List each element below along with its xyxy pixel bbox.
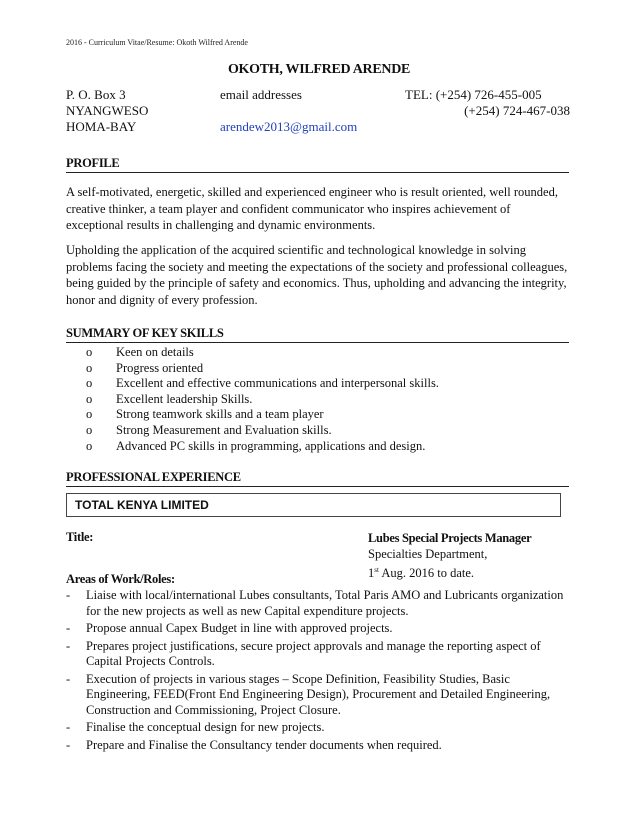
email-block <box>220 87 357 135</box>
tel-label: TEL: <box>405 87 433 102</box>
list-item: o Excellent and effective communications and interpersonal skills. <box>86 376 439 391</box>
address-line: HOMA-BAY <box>66 119 137 134</box>
company-box: TOTAL KENYA LIMITED <box>66 493 561 517</box>
job-details <box>368 530 531 581</box>
email-link[interactable]: arendew2013@gmail.com <box>220 119 358 134</box>
list-item: - Prepare and Finalise the Consultancy tender documents when required. <box>66 737 442 752</box>
postal-address <box>66 87 148 135</box>
list-item: - Liaise with local/international Lubes consultants, Total Paris AMO and Lubricants organization for the new projects as well as new Capital expenditure projects. <box>66 588 564 618</box>
list-item: - Propose annual Capex Budget in line with approved projects. <box>66 621 393 635</box>
list-item: o Strong Measurement and Evaluation skills. <box>86 422 332 437</box>
list-item: o Excellent leadership Skills. <box>86 391 253 406</box>
skills-heading: SUMMARY OF KEY SKILLS <box>66 326 569 343</box>
employment-date: 1st Aug. 2016 to date. <box>368 566 475 581</box>
profile-paragraph: Upholding the application of the acquired scientific and technological knowledge in solving problems facing the society and meeting the expectations of the society and professional colleagues, being guided by the principle of safety and economics. Thus, upholding and advancing the integrity, honor and dignity of every profession. <box>66 243 568 307</box>
profile-paragraph: A self-motivated, energetic, skilled and experienced engineer who is result oriented, well rounded, creative thinker, a team player and confident communicator who inspires achievement of exceptional results in challenging and dynamic environments. <box>66 185 558 232</box>
duties-list <box>66 588 571 755</box>
list-item: o Advanced PC skills in programming, applications and design. <box>86 438 426 453</box>
address-line: P. O. Box 3 <box>66 87 126 102</box>
department: Specialties Department, <box>368 547 488 561</box>
list-item: - Prepares project justifications, secure project approvals and manage the reporting aspect of Capital Projects Controls. <box>66 638 541 668</box>
skills-list <box>86 345 439 454</box>
experience-heading: PROFESSIONAL EXPERIENCE <box>66 470 569 487</box>
email-label: email addresses <box>220 87 302 102</box>
address-line: NYANGWESO <box>66 103 149 118</box>
running-header: 2016 - Curriculum Vitae/Resume: Okoth Wilfred Arende <box>66 38 248 47</box>
list-item: - Execution of projects in various stages – Scope Definition, Feasibility Studies, Basic Engineering, FEED(Front End Engineering Design), Procurement and Detailed Engineering, Construction and Commissioning, Project Closure. <box>66 671 551 717</box>
list-item: o Strong teamwork skills and a team player <box>86 407 324 422</box>
list-item: - Finalise the conceptual design for new projects. <box>66 720 325 734</box>
areas-label: Areas of Work/Roles: <box>66 572 175 586</box>
candidate-name: OKOTH, WILFRED ARENDE <box>227 62 411 77</box>
list-item: o Progress oriented <box>86 360 204 375</box>
phone-number: (+254) 726-455-005 <box>435 87 542 102</box>
title-label: Title: <box>66 530 94 544</box>
phone-block <box>405 87 570 119</box>
job-title: Lubes Special Projects Manager <box>368 531 532 545</box>
phone-number: (+254) 724-467-038 <box>464 103 570 118</box>
list-item: o Keen on details <box>86 345 194 359</box>
profile-heading: PROFILE <box>66 156 569 173</box>
